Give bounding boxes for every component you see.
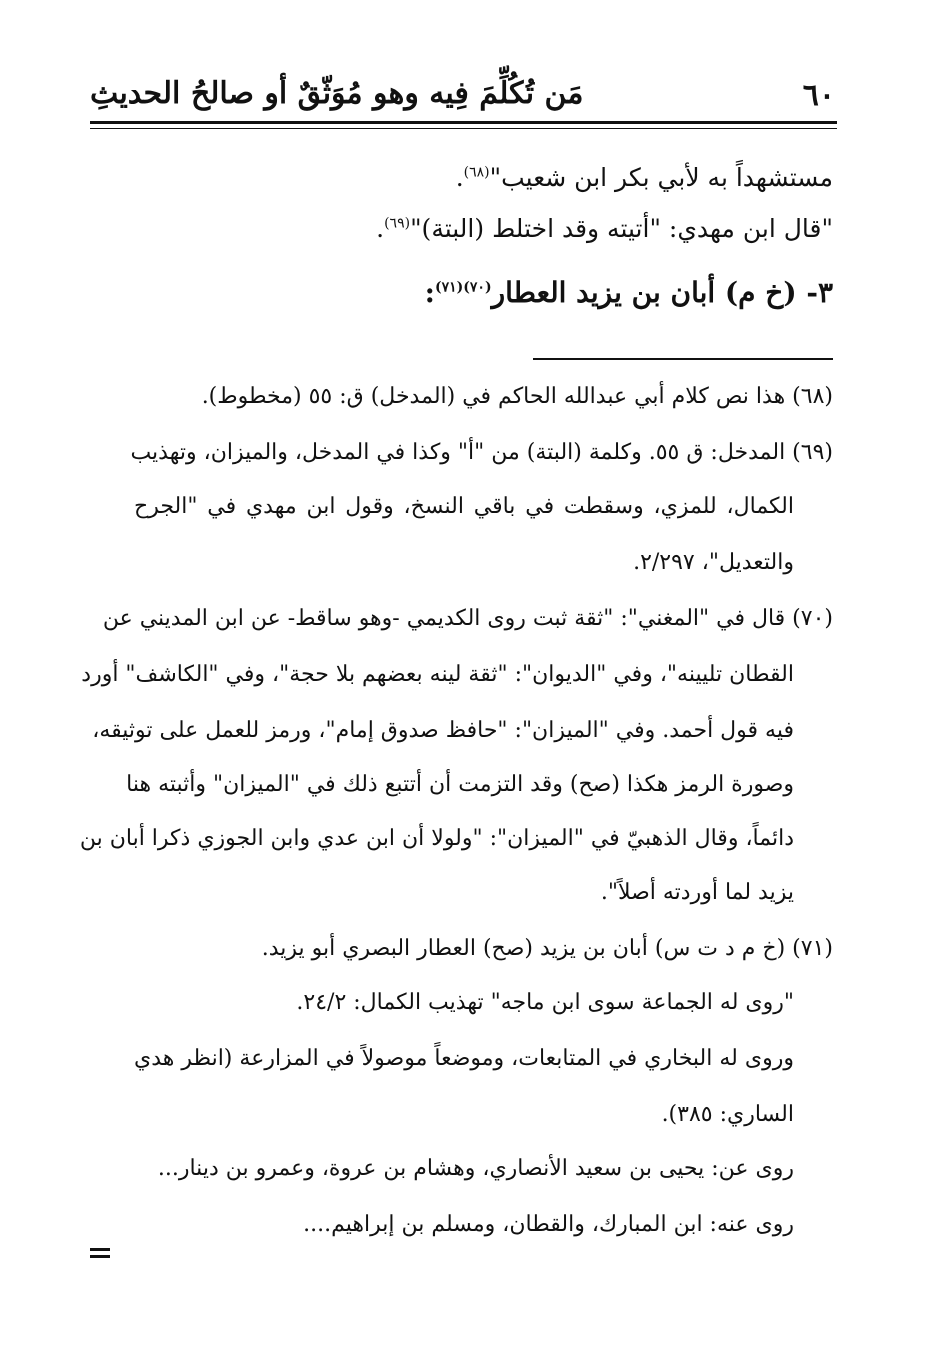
footnote-71-line-2: "روى له الجماعة سوى ابن ماجه" تهذيب الكمال: ٢٤/٢. [296, 990, 794, 1015]
footnote-70-line-5: دائماً، وقال الذهبيّ في "الميزان": "ولولا أن ابن عدي وابن الجوزي ذكرا أبان بن [79, 826, 794, 851]
page-number: ٦٠ [802, 78, 835, 113]
heading-text: ٣- (خ م) أبان بن يزيد العطار [491, 276, 833, 309]
footnote-ref-69[interactable]: (٦٩) [384, 215, 411, 232]
footnote-70-line-3: فيه قول أحمد. وفي "الميزان": "حافظ صدوق إمام"، ورمز للعمل على توثيقه، [92, 718, 794, 743]
footnote-70-line-6: يزيد لما أوردته أصلاً". [600, 880, 794, 905]
footnote-71-line-4: الساري: ٣٨٥). [661, 1102, 794, 1127]
footnote-69-line-3: والتعديل"، ٢/٢٩٧. [633, 550, 794, 575]
body-text: "قال ابن مهدي: "أتيته وقد اختلط (البتة)" [410, 214, 833, 243]
header-rule-thin [90, 128, 837, 129]
punctuation: . [376, 214, 385, 243]
punctuation: : [424, 276, 435, 309]
footnote-71-line-3: وروى له البخاري في المتابعات، وموضعاً موصولاً في المزارعة (انظر هدي [134, 1046, 794, 1071]
entry-heading [425, 276, 833, 309]
footnote-70-line-1: (٧٠) قال في "المغني": "ثقة ثبت روى الكديمي -وهو ساقط- عن ابن المديني عن [102, 606, 833, 631]
body-text: مستشهداً به لأبي بكر ابن شعيب" [489, 163, 833, 192]
punctuation: . [455, 163, 464, 192]
page-header [90, 70, 835, 120]
footnote-69-line-2: الكمال، للمزي، وسقطت في باقي النسخ، وقول ابن مهدي في "الجرح [134, 494, 794, 519]
footnote-68: (٦٨) هذا نص كلام أبي عبدالله الحاكم في (المدخل) ق: ٥٥ (مخطوط). [201, 384, 833, 409]
footnote-separator [533, 358, 833, 360]
header-rule-thick [90, 121, 837, 124]
running-title: مَن تُكُلِّمَ فِيه وهو مُوَثّقٌ أو صالحُ الحديثِ [90, 76, 584, 111]
footnote-ref-68[interactable]: (٦٨) [463, 164, 490, 181]
footnote-refs-70-71[interactable]: (٧٠)(٧١) [434, 279, 492, 296]
body-line-2 [376, 214, 833, 243]
footnote-71-line-1: (٧١) (خ م د ت س) أبان بن يزيد (صح) العطار البصري أبو يزيد. [261, 936, 833, 961]
footnote-70-line-4: وصورة الرمز هكذا (صح) وقد التزمت أن أتتبع ذلك في "الميزان" وأثبته هنا [126, 772, 794, 797]
continuation-mark [90, 1248, 110, 1262]
footnote-71-line-5: روى عن: يحيى بن سعيد الأنصاري، وهشام بن عروة، وعمرو بن دينار... [157, 1156, 794, 1181]
footnote-71-line-6: روى عنه: ابن المبارك، والقطان، ومسلم بن إبراهيم.... [303, 1212, 794, 1237]
footnote-69-line-1: (٦٩) المدخل: ق ٥٥. وكلمة (البتة) من "أ" وكذا في المدخل، والميزان، وتهذيب [130, 440, 833, 465]
body-line-1 [456, 163, 833, 192]
footnote-70-line-2: القطان تليينه"، وفي "الديوان": "ثقة لينه بعضهم بلا حجة"، وفي "الكاشف" أورد [81, 662, 794, 687]
